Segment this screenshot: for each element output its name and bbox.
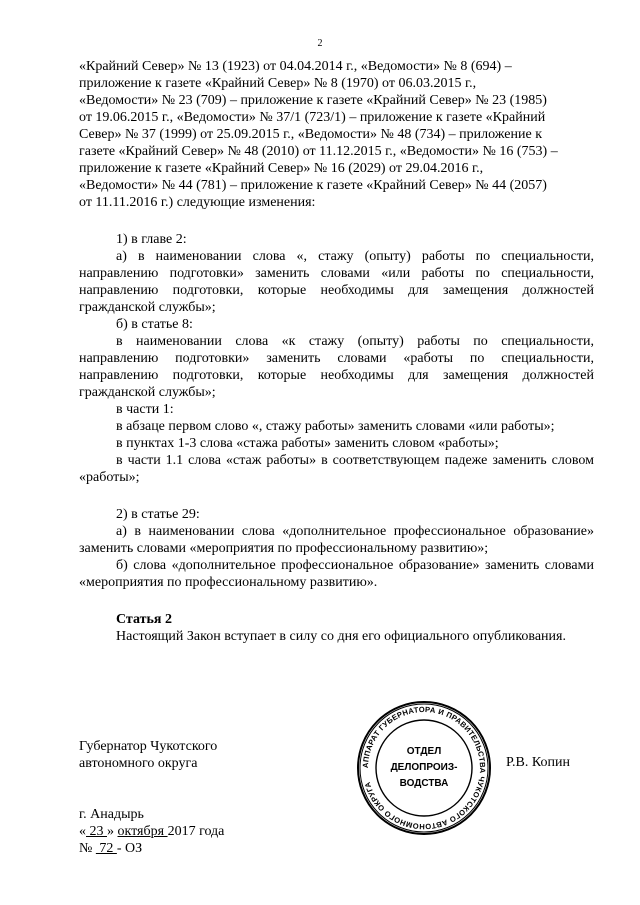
- law-number-prefix: №: [79, 841, 93, 856]
- item1-part11: в части 1.1 слова «стаж работы» в соответствующем падеже заменить словом «работы»;: [79, 453, 594, 485]
- place-date-block: [79, 806, 224, 857]
- article2-title: Статья 2: [116, 612, 172, 627]
- signatory-position: [79, 738, 217, 772]
- law-number: [79, 840, 224, 857]
- item1-b-heading: б) в статье 8:: [116, 317, 193, 332]
- intro-line: «Крайний Север» № 13 (1923) от 04.04.2014 г., «Ведомости» № 8 (694) –: [79, 59, 512, 74]
- signatory-position-line1: Губернатор Чукотского: [79, 739, 218, 754]
- place: г. Анадырь: [79, 807, 144, 822]
- item1-part1-a: в абзаце первом слово «, стажу работы» заменить словами «или работы»;: [116, 419, 555, 434]
- intro-line: газете «Крайний Север» № 48 (2010) от 11.12.2015 г., «Ведомости» № 16 (753) –: [79, 144, 558, 159]
- office-stamp: [356, 700, 492, 836]
- signatory-name: Р.В. Копин: [506, 755, 570, 770]
- item2-b-paragraph: б) слова «дополнительное профессиональное образование» заменить словами «мероприятия по профессиональному развитию».: [79, 558, 594, 590]
- stamp-center-line1: ОТДЕЛ: [406, 746, 442, 757]
- stamp-center-line2: ДЕЛОПРОИЗ-: [390, 762, 458, 773]
- item1-part1-b: в пунктах 1-3 слова «стажа работы» заменить словом «работы»;: [116, 436, 499, 451]
- intro-line: от 11.11.2016 г.) следующие изменения:: [79, 195, 316, 210]
- date-month: октября: [117, 824, 168, 839]
- date-year: 2017 года: [167, 824, 225, 839]
- stamp-center-line3: ВОДСТВА: [399, 778, 449, 789]
- date-day: 23: [86, 824, 107, 839]
- page-number: 2: [317, 38, 323, 49]
- intro-line: «Ведомости» № 23 (709) – приложение к газете «Крайний Север» № 23 (1985): [79, 93, 547, 108]
- law-number-suffix: - ОЗ: [116, 841, 143, 856]
- date-close-quote: »: [107, 824, 114, 839]
- stamp-ring-text: АППАРАТ ГУБЕРНАТОРА И ПРАВИТЕЛЬСТВА ЧУКОТСКОГО АВТОНОМНОГО ОКРУГА: [360, 704, 488, 832]
- item1-heading: 1) в главе 2:: [116, 232, 187, 247]
- law-number-value: 72: [95, 841, 117, 856]
- item1-part1-heading: в части 1:: [116, 402, 174, 417]
- intro-line: приложение к газете «Крайний Север» № 16 (2029) от 29.04.2016 г.,: [79, 161, 484, 176]
- item2-heading: 2) в статье 29:: [116, 507, 200, 522]
- article2-paragraph: Настоящий Закон вступает в силу со дня его официального опубликования.: [116, 629, 566, 644]
- intro-line: приложение к газете «Крайний Север» № 8 (1970) от 06.03.2015 г.,: [79, 76, 477, 91]
- intro-line: «Ведомости» № 44 (781) – приложение к газете «Крайний Север» № 44 (2057): [79, 178, 547, 193]
- document-body: [79, 58, 594, 645]
- item2-a-paragraph: а) в наименовании слова «дополнительное профессиональное образование» заменить словами «мероприятия по профессиональному развитию»;: [79, 524, 594, 556]
- intro-line: от 19.06.2015 г., «Ведомости» № 37/1 (723/1) – приложение к газете «Крайний: [79, 110, 546, 125]
- signatory-position-line2: автономного округа: [79, 756, 198, 771]
- signing-date: [79, 823, 224, 840]
- date-open-quote: «: [79, 824, 86, 839]
- item1-a-paragraph: а) в наименовании слова «, стажу (опыту) работы по специальности, направлению подготовки» заменить словами «или работы по специальности, направлению подготовки, которые необходимы для замещения должностей гражданской службы»;: [79, 249, 594, 315]
- item1-b-paragraph: в наименовании слова «к стажу (опыту) работы по специальности, направлению подготовки» заменить словами «работы по специальности, направлению подготовки, которые необходимы для замещения должностей гражданской службы»;: [79, 334, 594, 400]
- intro-line: Север» № 37 (1999) от 25.09.2015 г., «Ведомости» № 48 (734) – приложение к: [79, 127, 543, 142]
